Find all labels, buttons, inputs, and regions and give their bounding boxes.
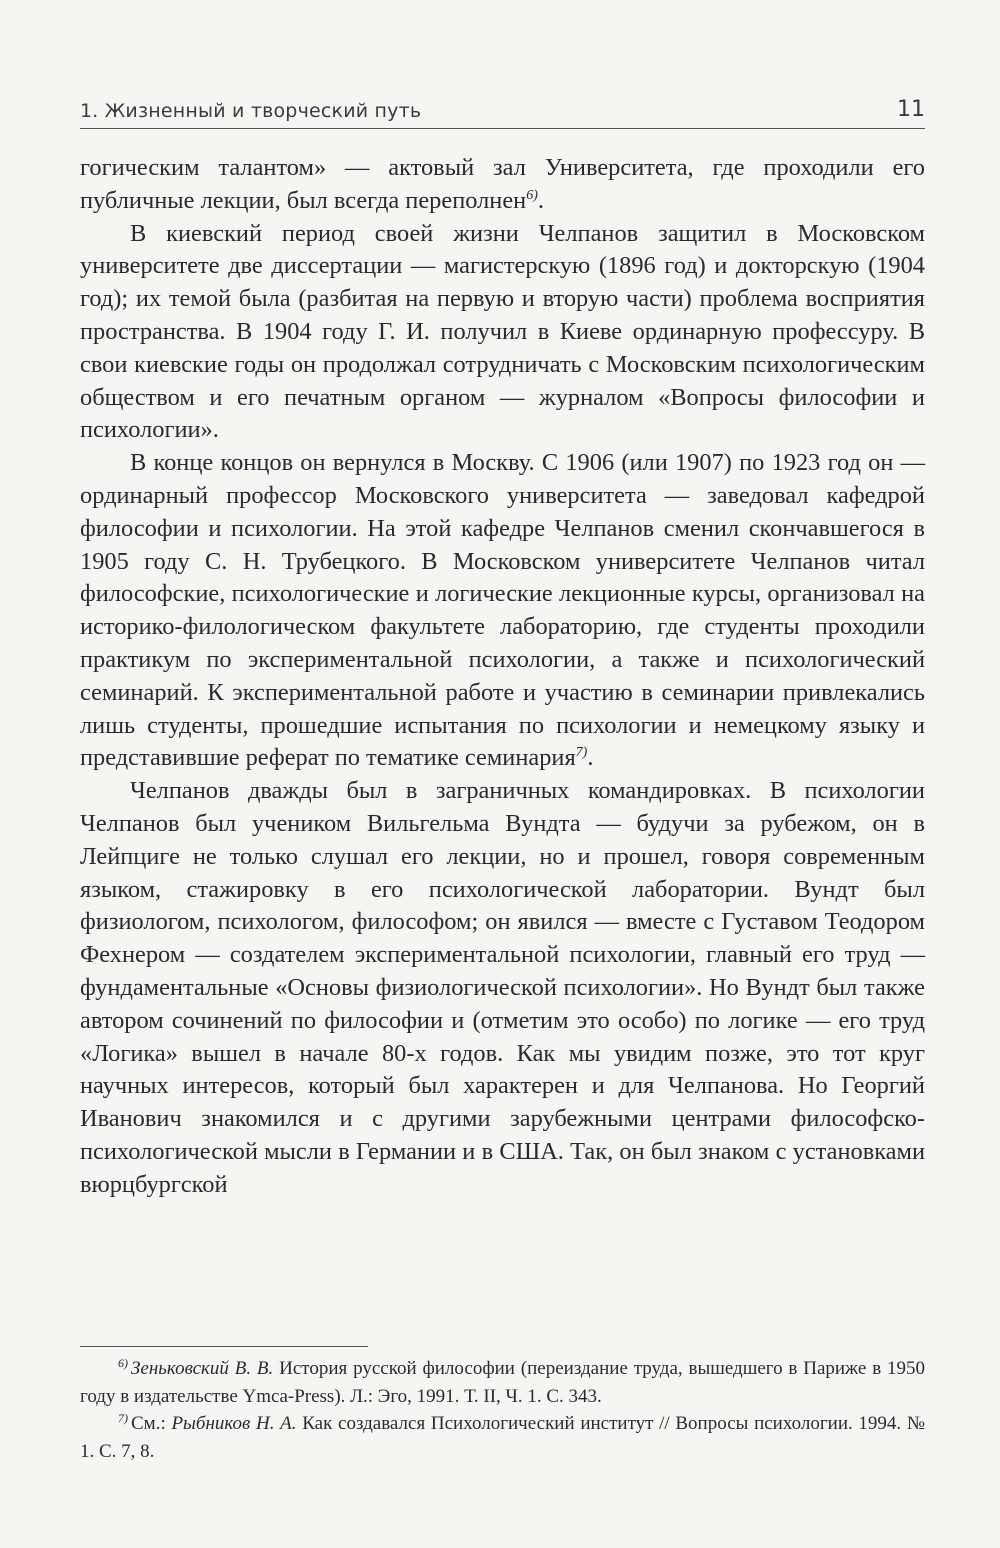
footnote-7-author: Рыбников Н. А. — [171, 1413, 297, 1434]
page-number: 11 — [897, 97, 925, 122]
footnote-7 — [80, 1410, 925, 1465]
paragraph-2: В киевский период своей жизни Челпанов защитил в Московском университете две диссертации — магистерскую (1896 год) и докторскую (1904 год); их темой была (разбитая на первую и вторую части) проблема восприятия пространства. В 1904 году Г. И. получил в Киеве ординарную профессуру. В свои киевские годы он продолжал сотрудничать с Московским психологическим обществом и его печатным органом — журналом «Вопросы философии и психологии». — [80, 219, 925, 444]
paragraph-1 — [80, 152, 925, 218]
footnote-6 — [80, 1355, 925, 1410]
page-header — [80, 88, 925, 129]
paragraph-4: Челпанов дважды был в заграничных командировках. В психологии Челпанов был учеником Вильгельма Вундта — будучи за рубежом, он в Лейпциге не только слушал его лекции, но и прошел, говоря современным языком, стажировку в его психологической лаборатории. Вундт был физиологом, психологом, философом; он явился — вместе с Густавом Теодором Фехнером — создателем экспериментальной психологии, главный его труд — фундаментальные «Основы физиологической психологии». Но Вундт был также автором сочинений по философии и (отметим это особо) по логике — его труд «Логика» вышел в начале 80-х годов. Как мы увидим позже, это тот круг научных интересов, который был характерен и для Челпанова. Но Георгий Иванович знакомился и с другими зарубежными центрами философско-психологической мысли в Германии и в США. Так, он был знаком с установками вюрцбургской — [80, 777, 925, 1198]
paragraph-3-end: . — [587, 744, 594, 772]
paragraph-3 — [80, 447, 925, 775]
footnote-7-text: Как создавался Психологический институт // Вопросы психологии. 1994. № 1. С. 7, 8. — [80, 1413, 926, 1462]
running-title: 1. Жизненный и творческий путь — [80, 100, 422, 122]
footnote-divider — [80, 1346, 368, 1347]
footnote-6-text: История русской философии (переиздание труда, вышедшего в Париже в 1950 году в издательстве Ymca-Press). Л.: Эго, 1991. Т. II, Ч. 1. С. 343. — [80, 1358, 925, 1407]
footnote-6-marker: 6) — [118, 1355, 128, 1370]
footnote-6-author: Зеньковский В. В. — [131, 1358, 274, 1379]
footnote-7-marker: 7) — [118, 1410, 128, 1425]
footnotes — [80, 1355, 925, 1465]
paragraph-1-text: гогическим талантом» — актовый зал Университета, где проходили его публичные лекции, был всегда переполнен — [80, 154, 925, 214]
footnote-ref-6[interactable]: 6) — [526, 187, 538, 203]
main-text — [80, 152, 925, 1202]
footnote-7-prefix: См.: — [131, 1413, 166, 1434]
footnote-ref-7[interactable]: 7) — [575, 745, 588, 761]
paragraph-1-end: . — [537, 186, 545, 214]
paragraph-3-text: В конце концов он вернулся в Москву. С 1906 (или 1907) по 1923 год он — ординарный профессор Московского университета — заведовал кафедрой философии и психологии. На этой кафедре Челпанов сменил скончавшегося в 1905 году С. Н. Трубецкого. В Московском университете Челпанов читал философские, психологические и логические лекционные курсы, организовал на историко-филологическом факультете лабораторию, где студенты проходили практикум по экспериментальной психологии, а также и психологический семинарий. К экспериментальной работе и участию в семинарии привлекались лишь студенты, прошедшие испытания по психологии и немецкому языку и представившие реферат по тематике семинария — [80, 449, 925, 772]
